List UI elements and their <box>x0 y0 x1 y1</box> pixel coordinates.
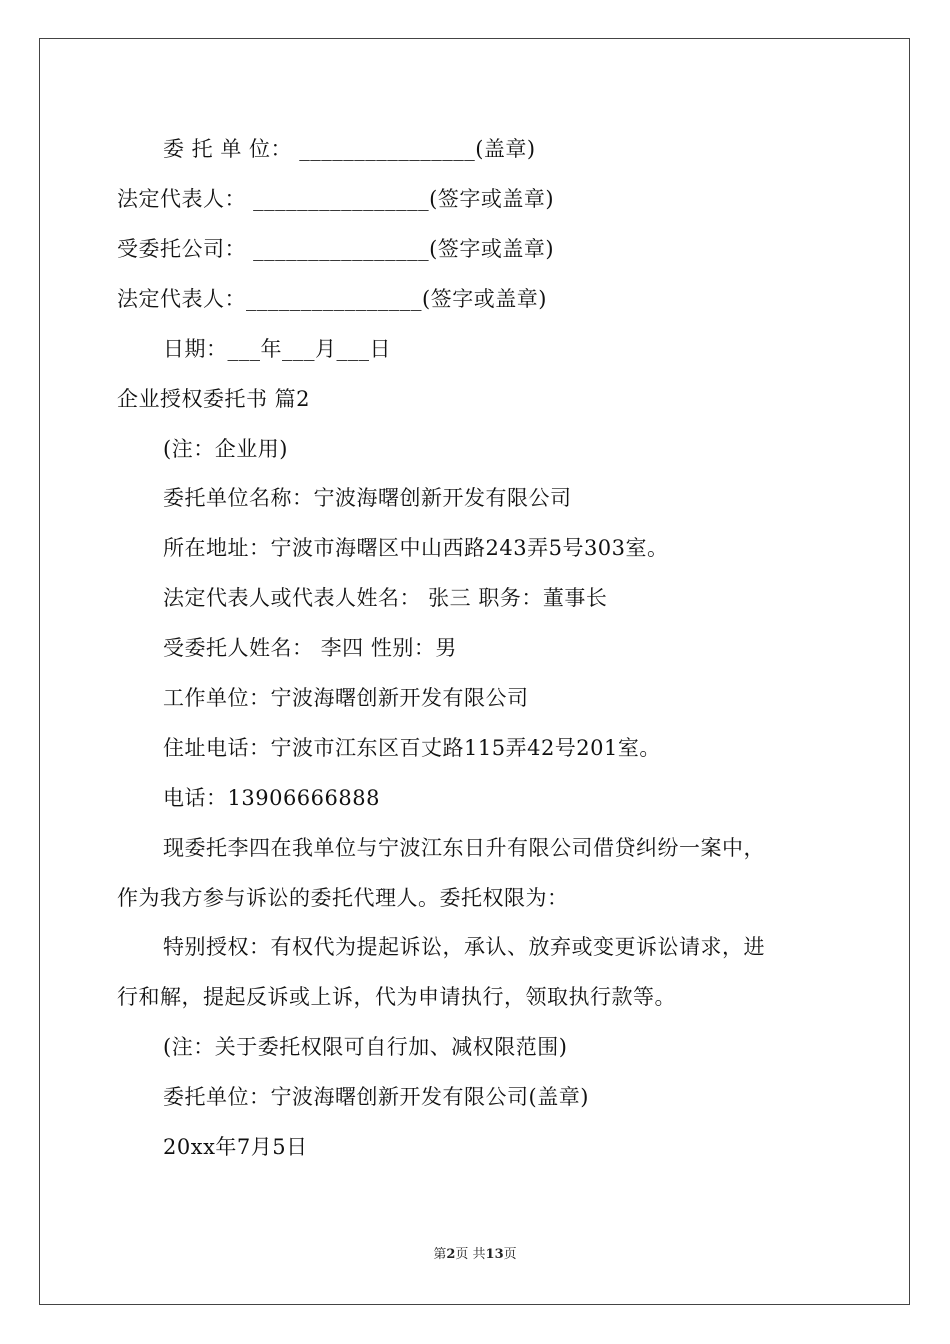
signature-line-legal-representative: 法定代表人： ________________(签字或盖章) <box>117 187 555 211</box>
note-enterprise-use: (注：企业用) <box>163 437 288 461</box>
residence-phone-line: 住址电话：宁波市江东区百丈路115弄42号201室。 <box>163 736 661 760</box>
entrustee-name-line: 受委托人姓名： 李四 性别：男 <box>163 636 457 660</box>
date-line: 日期：___年___月___日 <box>163 337 391 361</box>
signature-line-entrusting-unit: 委 托 单 位： ________________(盖章) <box>163 137 536 161</box>
section-heading: 企业授权委托书 篇2 <box>117 387 311 411</box>
signature-line-legal-representative-2: 法定代表人：________________(签字或盖章) <box>117 287 547 311</box>
page-border <box>39 38 910 1305</box>
paragraph-line: 现委托李四在我单位与宁波江东日升有限公司借贷纠纷一案中， <box>163 836 765 860</box>
work-unit-line: 工作单位：宁波海曙创新开发有限公司 <box>163 686 529 710</box>
page-prefix: 第 <box>433 1247 447 1262</box>
paragraph-line: 行和解，提起反诉或上诉，代为申请执行，领取执行款等。 <box>117 985 676 1009</box>
document-date: 20xx年7月5日 <box>163 1135 308 1159</box>
page-footer <box>0 1247 950 1263</box>
phone-line: 电话：13906666888 <box>163 786 380 810</box>
page-suffix: 页 <box>503 1247 517 1262</box>
address-line: 所在地址：宁波市海曙区中山西路243弄5号303室。 <box>163 536 669 560</box>
entrusting-unit-seal-line: 委托单位：宁波海曙创新开发有限公司(盖章) <box>163 1085 589 1109</box>
total-pages: 13 <box>485 1247 504 1262</box>
page-number: 2 <box>446 1247 456 1262</box>
signature-line-entrusted-company: 受委托公司： ________________(签字或盖章) <box>117 237 555 261</box>
note-authority-scope: (注：关于委托权限可自行加、减权限范围) <box>163 1035 568 1059</box>
legal-rep-name-line: 法定代表人或代表人姓名： 张三 职务：董事长 <box>163 586 608 610</box>
page-mid: 页 共 <box>455 1247 486 1262</box>
paragraph-line: 特别授权：有权代为提起诉讼，承认、放弃或变更诉讼请求，进 <box>163 935 765 959</box>
entrusting-unit-name: 委托单位名称：宁波海曙创新开发有限公司 <box>163 486 572 510</box>
paragraph-line: 作为我方参与诉讼的委托代理人。委托权限为： <box>117 886 569 910</box>
